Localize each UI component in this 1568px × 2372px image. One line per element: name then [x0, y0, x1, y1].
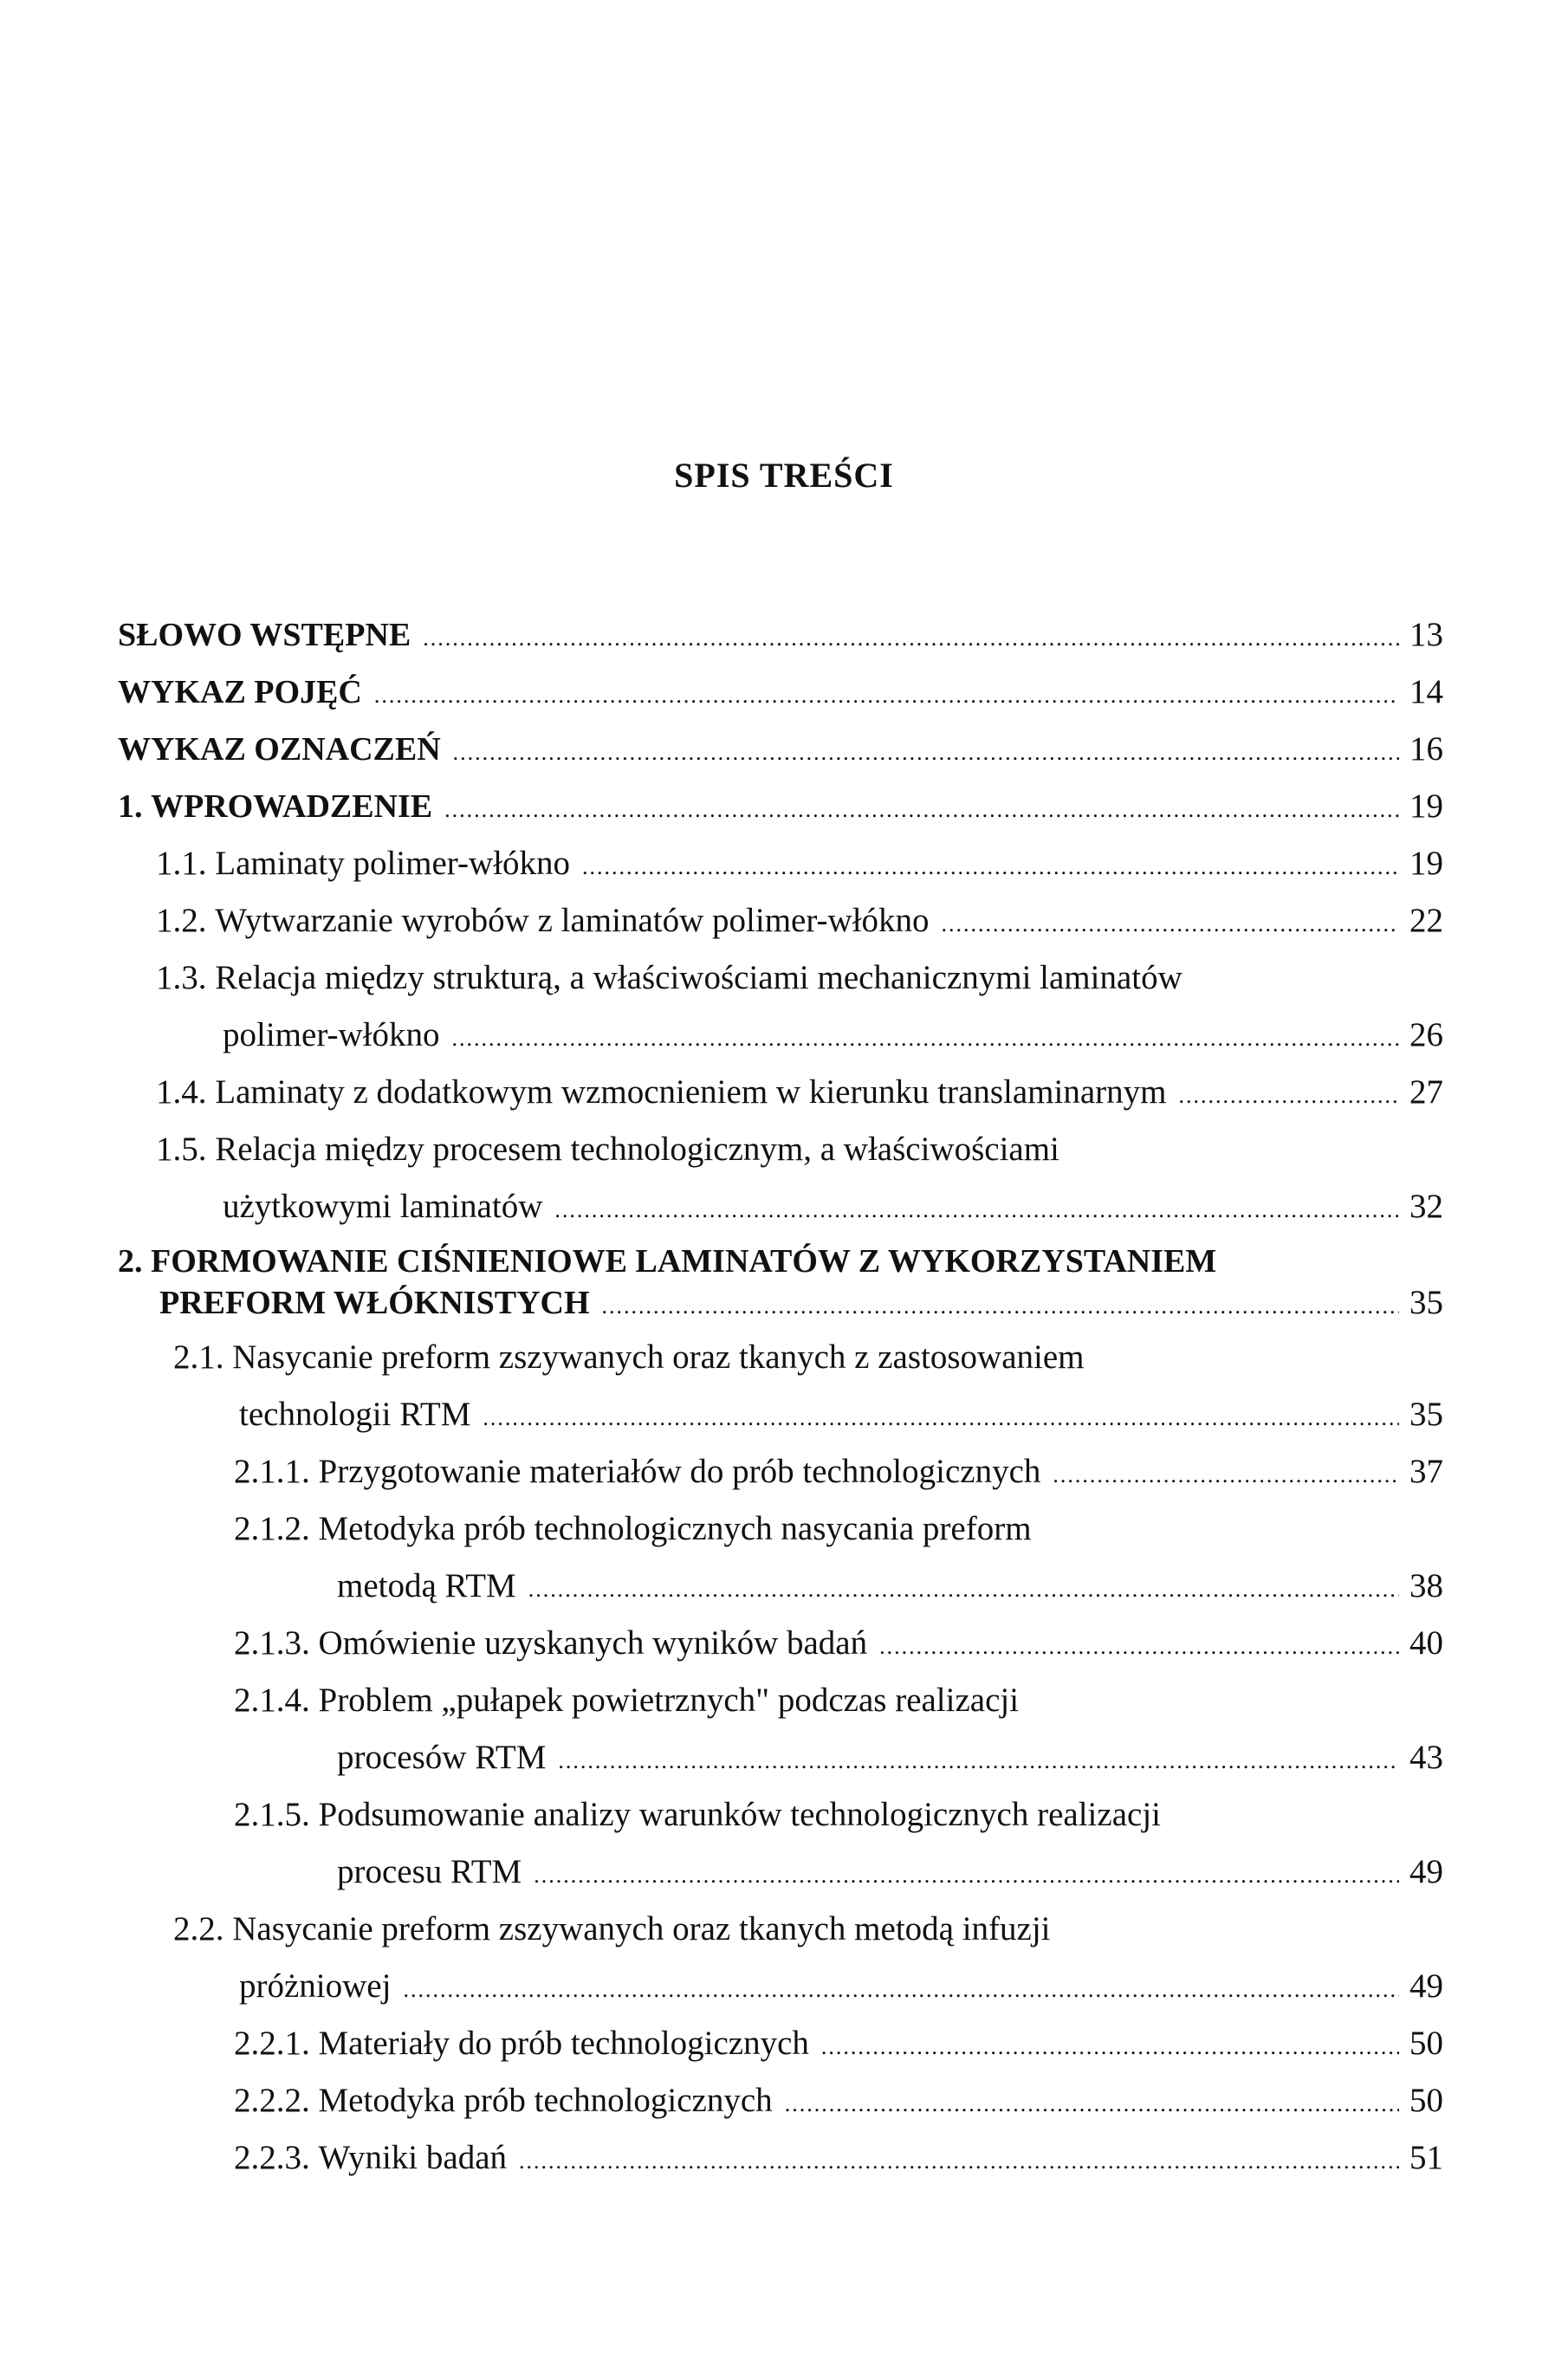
- dot-leader: [483, 1390, 1399, 1447]
- entry-number: 1.2.: [156, 902, 207, 939]
- page-number: 50: [1409, 2025, 1443, 2062]
- entry-number: 1.3.: [156, 959, 207, 996]
- toc-entry[interactable]: [118, 892, 1443, 949]
- entry-title-continued: procesów RTM: [337, 1739, 547, 1776]
- toc-entry[interactable]: [118, 721, 1443, 778]
- entry-title: Wytwarzanie wyrobów z laminatów polimer-włókno: [215, 902, 930, 939]
- entry-number: 1.5.: [156, 1131, 207, 1168]
- table-of-contents: [118, 606, 1443, 2187]
- entry-title-continued: użytkowymi laminatów: [223, 1188, 543, 1225]
- dot-leader: [1053, 1447, 1399, 1504]
- entry-title: WPROWADZENIE: [151, 788, 433, 825]
- page-number: 50: [1409, 2082, 1443, 2119]
- dot-leader: [1178, 1067, 1399, 1124]
- entry-title: SŁOWO WSTĘPNE: [118, 617, 411, 653]
- entry-title: Metodyka prób technologicznych: [318, 2082, 773, 2119]
- dot-leader: [444, 781, 1399, 839]
- entry-title: Przygotowanie materiałów do prób technologicznych: [318, 1453, 1041, 1490]
- page-number: 14: [1409, 673, 1443, 710]
- entry-number: 1.4.: [156, 1073, 207, 1111]
- page-number: 51: [1409, 2139, 1443, 2176]
- entry-title: WYKAZ OZNACZEŃ: [118, 731, 441, 768]
- toc-entry[interactable]: [118, 949, 1443, 1064]
- page-number: 49: [1409, 1853, 1443, 1890]
- dot-leader: [821, 2019, 1399, 2076]
- entry-number: 2.2.3.: [234, 2139, 310, 2176]
- entry-title: Metodyka prób technologicznych nasycania preform: [318, 1510, 1032, 1547]
- dot-leader: [519, 2133, 1399, 2190]
- page-number: 35: [1409, 1396, 1443, 1433]
- entry-number: 2.1.: [173, 1338, 224, 1376]
- toc-entry[interactable]: [118, 1901, 1443, 2015]
- entry-title: Wyniki badań: [318, 2139, 508, 2176]
- page-number: 40: [1409, 1624, 1443, 1662]
- page-number: 49: [1409, 1967, 1443, 2005]
- entry-title-continued: metodą RTM: [337, 1567, 516, 1604]
- entry-title-continued: PREFORM WŁÓKNISTYCH: [159, 1285, 590, 1321]
- dot-leader: [558, 1733, 1399, 1790]
- toc-entry[interactable]: [118, 1615, 1443, 1672]
- dot-leader: [528, 1561, 1399, 1618]
- entry-title: Materiały do prób technologicznych: [318, 2025, 809, 2062]
- page-number: 13: [1409, 616, 1443, 653]
- entry-title: Podsumowanie analizy warunków technologicznych realizacji: [318, 1796, 1161, 1833]
- page-number: 43: [1409, 1739, 1443, 1776]
- entry-number: 2.2.1.: [234, 2025, 310, 2062]
- dot-leader: [423, 610, 1399, 667]
- entry-number: 1.: [118, 788, 143, 825]
- page-number: 35: [1409, 1284, 1443, 1321]
- dot-leader: [942, 896, 1399, 953]
- toc-entry[interactable]: [118, 1064, 1443, 1121]
- entry-title: Omówienie uzyskanych wyników badań: [318, 1624, 868, 1662]
- entry-title: Nasycanie preform zszywanych oraz tkanych z zastosowaniem: [232, 1338, 1085, 1376]
- entry-number: 2.1.5.: [234, 1796, 310, 1833]
- toc-entry[interactable]: [118, 2072, 1443, 2129]
- dot-leader: [582, 839, 1399, 896]
- toc-entry[interactable]: [118, 1500, 1443, 1615]
- page-number: 19: [1409, 845, 1443, 882]
- entry-number: 2.1.3.: [234, 1624, 310, 1662]
- entry-title-continued: polimer-włókno: [223, 1016, 440, 1053]
- toc-entry[interactable]: [118, 778, 1443, 835]
- toc-entry[interactable]: [118, 1443, 1443, 1500]
- toc-entry[interactable]: [118, 2015, 1443, 2072]
- entry-title: Laminaty z dodatkowym wzmocnieniem w kierunku translaminarnym: [215, 1073, 1167, 1111]
- entry-title-continued: próżniowej: [239, 1967, 392, 2005]
- dot-leader: [374, 667, 1399, 724]
- toc-entry[interactable]: [118, 1121, 1443, 1235]
- dot-leader: [452, 1010, 1399, 1067]
- entry-title: Relacja między procesem technologicznym, a właściwościami: [215, 1131, 1059, 1168]
- page-number: 19: [1409, 787, 1443, 825]
- dot-leader: [453, 724, 1399, 781]
- toc-entry[interactable]: [118, 1786, 1443, 1901]
- page-number: 38: [1409, 1567, 1443, 1604]
- page-number: 32: [1409, 1188, 1443, 1225]
- page-number: 22: [1409, 902, 1443, 939]
- entry-number: 2.2.2.: [234, 2082, 310, 2119]
- entry-title: WYKAZ POJĘĆ: [118, 674, 362, 710]
- page-title: SPIS TREŚCI: [674, 456, 894, 495]
- entry-title-continued: procesu RTM: [337, 1853, 522, 1890]
- entry-title: Problem „pułapek powietrznych" podczas realizacji: [318, 1682, 1020, 1719]
- toc-entry[interactable]: [118, 664, 1443, 721]
- toc-entry[interactable]: [118, 1329, 1443, 1443]
- dot-leader: [534, 1847, 1399, 1904]
- dot-leader: [554, 1182, 1399, 1239]
- entry-title: Laminaty polimer-włókno: [215, 845, 570, 882]
- page-number: 37: [1409, 1453, 1443, 1490]
- toc-entry[interactable]: [118, 2129, 1443, 2187]
- dot-leader: [403, 1961, 1399, 2019]
- page-number: 26: [1409, 1016, 1443, 1053]
- toc-entry[interactable]: [118, 1241, 1443, 1324]
- entry-number: 2.: [118, 1243, 143, 1280]
- entry-title-continued: technologii RTM: [239, 1396, 471, 1433]
- dot-leader: [602, 1286, 1399, 1327]
- entry-number: 2.1.4.: [234, 1682, 310, 1719]
- entry-number: 1.1.: [156, 845, 207, 882]
- entry-title: Relacja między strukturą, a właściwościami mechanicznymi laminatów: [215, 959, 1182, 996]
- entry-number: 2.1.1.: [234, 1453, 310, 1490]
- page-number: 27: [1409, 1073, 1443, 1111]
- dot-leader: [785, 2076, 1399, 2133]
- entry-number: 2.2.: [173, 1910, 224, 1948]
- entry-title: FORMOWANIE CIŚNIENIOWE LAMINATÓW Z WYKORZYSTANIEM: [151, 1243, 1217, 1280]
- entry-number: 2.1.2.: [234, 1510, 310, 1547]
- toc-entry[interactable]: [118, 606, 1443, 664]
- entry-title: Nasycanie preform zszywanych oraz tkanych metodą infuzji: [232, 1910, 1051, 1948]
- dot-leader: [879, 1618, 1399, 1675]
- toc-entry[interactable]: [118, 1672, 1443, 1786]
- toc-entry[interactable]: [118, 835, 1443, 892]
- page-number: 16: [1409, 730, 1443, 768]
